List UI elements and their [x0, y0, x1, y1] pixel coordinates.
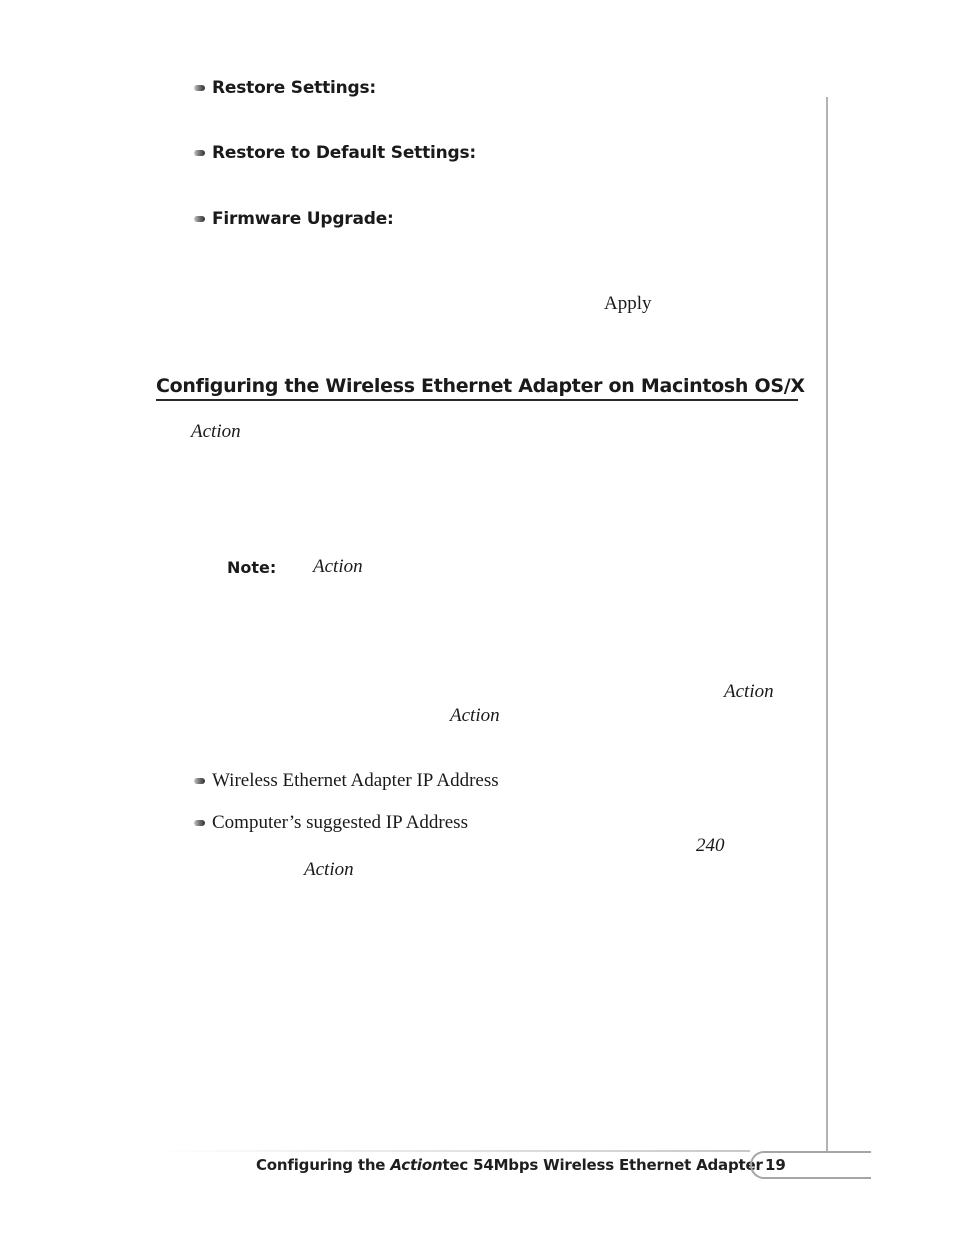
footer-rule: [150, 1150, 750, 1152]
apply-text: Apply: [604, 293, 652, 314]
bullet-icon: [194, 820, 205, 826]
bullet-label: Wireless Ethernet Adapter IP Address: [212, 770, 499, 791]
note-action-word: Action: [313, 556, 363, 577]
footer-brand: Action: [390, 1156, 443, 1174]
page-number: 19: [765, 1156, 786, 1174]
bullet-computer-ip: [194, 812, 468, 834]
bullet-icon: [194, 150, 205, 156]
bullet-icon: [194, 216, 205, 222]
section-heading: Configuring the Wireless Ethernet Adapter on Macintosh OS/X: [156, 375, 805, 397]
bullet-adapter-ip: [194, 770, 499, 792]
bullet-label: Computer’s suggested IP Address: [212, 812, 468, 833]
heading-underline: [156, 399, 798, 401]
bullet-restore-settings: [194, 78, 376, 98]
bullet-icon: [194, 85, 205, 91]
ip-number-240: 240: [696, 835, 725, 856]
trailing-action-word: Action: [304, 859, 354, 880]
footer-prefix: Configuring the: [256, 1156, 391, 1174]
bullet-restore-default: [194, 143, 476, 163]
bullet-firmware-upgrade: [194, 209, 394, 229]
intro-action-word: Action: [191, 421, 241, 442]
footer-suffix: tec 54Mbps Wireless Ethernet Adapter: [442, 1156, 763, 1174]
bullet-icon: [194, 778, 205, 784]
paragraph-action-word-2: Action: [450, 705, 500, 726]
paragraph-action-word-1: Action: [724, 681, 774, 702]
bullet-label: Firmware Upgrade:: [212, 209, 394, 229]
footer-title: [256, 1156, 763, 1174]
bullet-label: Restore to Default Settings:: [212, 143, 477, 163]
note-label: Note:: [227, 558, 277, 577]
bullet-label: Restore Settings:: [212, 78, 377, 98]
right-margin-rule: [826, 97, 828, 1152]
